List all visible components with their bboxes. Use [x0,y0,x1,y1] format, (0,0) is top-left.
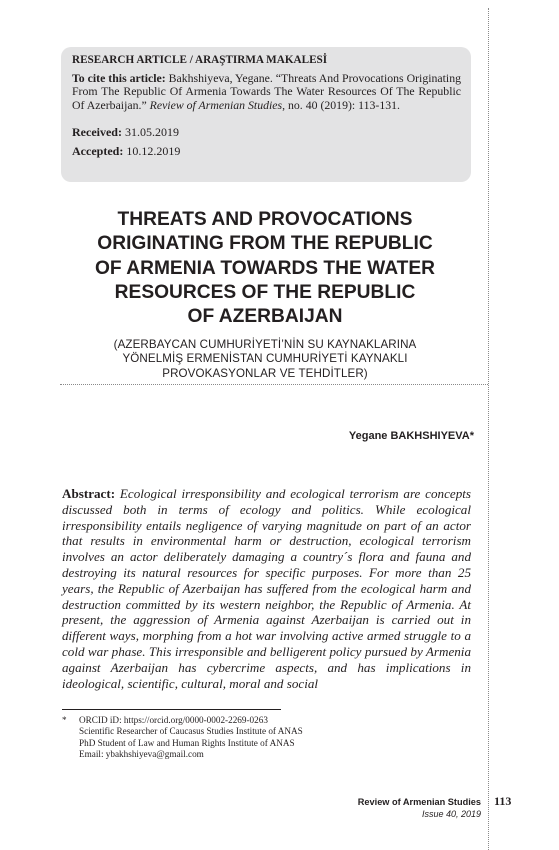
footnote-orcid: ORCID iD: https://orcid.org/0000-0002-2269-0263 [79,715,268,725]
dates [72,123,461,161]
footnote-mark: * [62,715,67,725]
cite-journal: Review of Armenian Studies [149,97,283,112]
title-line: OF AZERBAIJAN [187,306,343,328]
abstract-label: Abstract: [62,486,116,501]
journal-name: Review of Armenian Studies [357,797,481,807]
footnote-affiliation: Scientific Researcher of Caucasus Studies Institute of ANAS [79,726,303,737]
vertical-margin-rule [488,8,489,850]
accepted-label: Accepted: [72,144,124,159]
title-line: OF ARMENIA TOWARDS THE WATER [94,257,436,279]
title-line: RESOURCES OF THE REPUBLIC [114,281,416,303]
title-line: ORIGINATING FROM THE REPUBLIC [97,233,433,255]
article-type-heading: RESEARCH ARTICLE / ARAŞTIRMA MAKALESİ [72,54,328,66]
footnote-rule [62,709,281,710]
author-name: Yegane BAKHSHIYEVA* [348,430,474,442]
cite-text: Bakhshiyeva, Yegane. “Threats And Provocations Originating From The Republic Of Armenia Towards The Water Resources Of The Republic Of Azerbaijan.” [72,70,461,112]
abstract-text: Ecological irresponsibility and ecological terrorism are concepts discussed both in terms of ecology and politics. While ecological irresponsibility entails negligence of varying magnitude on part of an actor that results in environmental harm or destruction, ecological terrorism involves an actor deliberately damaging a country´s flora and fauna and destroying its natural resources for specific purposes. For more than 25 years, the Republic of Azerbaijan has suffered from the ecological harm and destruction committed by its western neighbor, the Republic of Armenia. At present, the aggression of Armenia against Azerbaijan is carried out in different ways, morphing from a hot war involving active armed struggle to a cold war phase. This irresponsible and belligerent policy pursued by Armenia against Azerbaijan has cybercrime aspects, and has implications in ideological, scientific, cultural, moral and social [62,486,471,691]
citation [72,72,461,113]
subtitle-line: PROVOKASYONLAR VE TEHDİTLER) [162,366,368,380]
article-title [60,208,470,329]
received-value: 31.05.2019 [121,125,179,140]
title-separator-rule [60,384,488,385]
footnote-affiliation: PhD Student of Law and Human Rights Institute of ANAS [79,737,295,748]
citation-box [61,47,471,182]
title-line: THREATS AND PROVOCATIONS [117,209,413,230]
footnote [62,715,362,761]
article-subtitle [60,338,470,381]
running-footer [358,796,481,820]
abstract [62,486,471,691]
accepted-date [72,142,461,161]
cite-label: To cite this article: [72,70,166,85]
subtitle-line: (AZERBAYCAN CUMHURİYETİ’NİN SU KAYNAKLARINA [113,338,417,351]
cite-end: , no. 40 (2019): 113-131. [282,97,400,112]
issue-info: Issue 40, 2019 [421,809,481,819]
page-number: 113 [494,794,512,808]
accepted-value: 10.12.2019 [123,144,181,159]
subtitle-line: YÖNELMİŞ ERMENİSTAN CUMHURİYETİ KAYNAKLI [122,352,408,366]
received-date [72,123,461,142]
footnote-email: Email: ybakhshiyeva@gmail.com [79,749,204,760]
received-label: Received: [72,125,122,140]
